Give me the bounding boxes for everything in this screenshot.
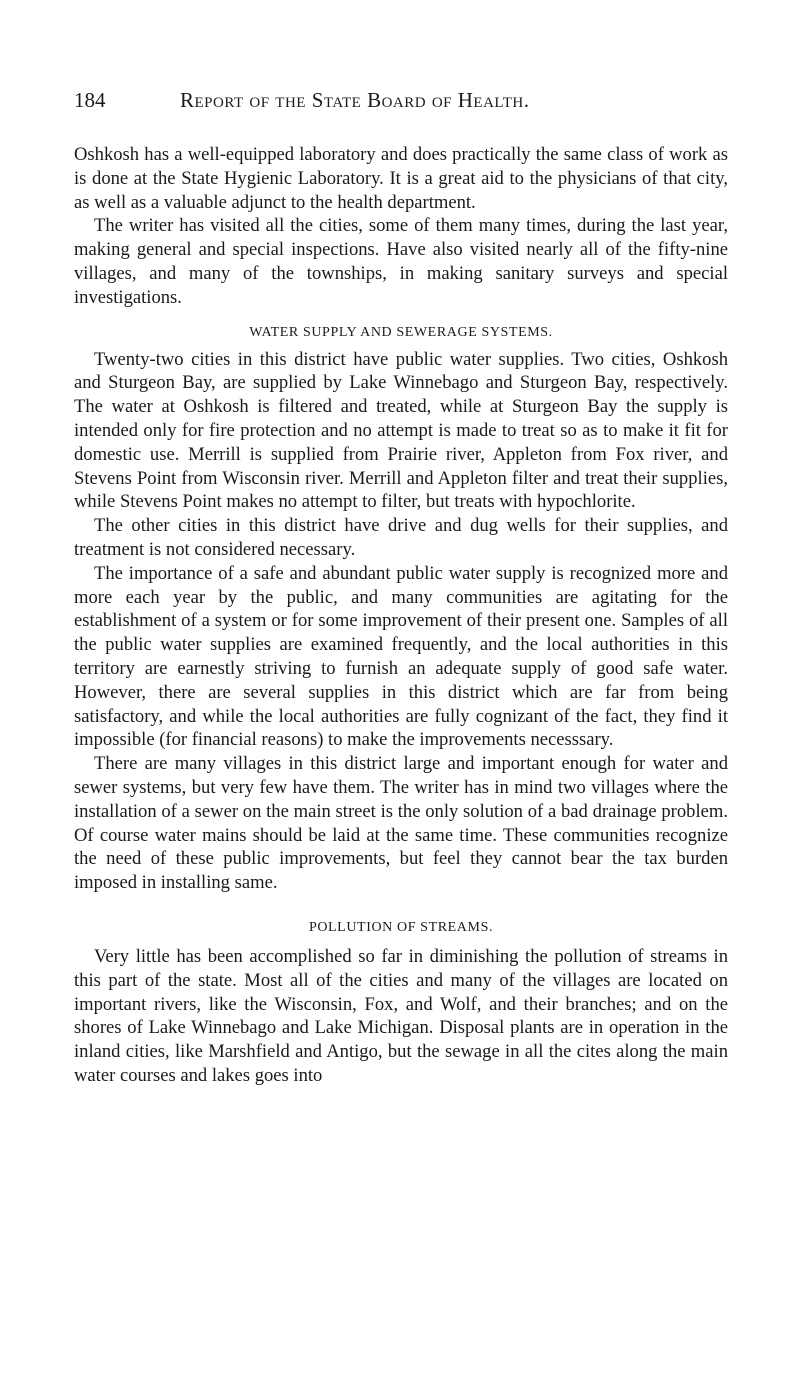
paragraph-importance: The importance of a safe and abundant public water supply is recognized more and more each year by the public, and many communities are agitating for the establishment of a system or for some improvement of their present one. Samples of all the public water supplies are examined frequently, and the local authorities in this territory are earnestly striving to furnish an adequate supply of good safe water. However, there are several supplies in this district which are far from being satisfactory, and while the local authorities are fully cognizant of the fact, they find it impossible (for financial reasons) to make the improvements necesssary. — [74, 562, 728, 751]
section-heading-pollution: POLLUTION OF STREAMS. — [308, 919, 494, 935]
section-heading-water-supply: WATER SUPPLY AND SEWERAGE SYSTEMS. — [249, 324, 553, 340]
paragraph-villages: There are many villages in this district large and important enough for water and sewer systems, but very few have them. The writer has in mind two villages where the installation of a sewer on the main street is the only solution of a bad drainage problem. Of course water mains should be laid at the same time. These communities recognize the need of these public improvements, but feel they cannot bear the tax burden imposed in installing same. — [74, 753, 728, 894]
paragraph-laboratory: Oshkosh has a well-equipped laboratory and does practically the same class of work as is done at the State Hygienic Laboratory. It is a great aid to the physicians of that city, as well as a valuable adjunct to the health department. — [74, 144, 728, 213]
paragraph-pollution: Very little has been accomplished so far in diminishing the pollution of streams in this part of the state. Most all of the cities and many of the villages are located on important rivers, like the Wisconsin, Fox, and Wolf, and their branches; and on the shores of Lake Winnebago and Lake Michigan. Disposal plants are in operation in the inland cities, like Marshfield and Antigo, but the sewage in all the cites along the main water courses and lakes goes into — [74, 945, 728, 1086]
page-number: 184 — [74, 88, 106, 112]
running-title: Report of the State Board of Health. — [180, 88, 530, 112]
paragraph-water-supplies: Twenty-two cities in this district have public water supplies. Two cities, Oshkosh and Sturgeon Bay, are supplied by Lake Winnebago and Sturgeon Bay, respectively. The water at Oshkosh is filtered and treated, while at Sturgeon Bay the supply is intended only for fire protection and no attempt is made to treat so as to make it fit for domestic use. Merrill is supplied from Prairie river, Appleton from Fox river, and Stevens Point from Wisconsin river. Merrill and Appleton filter and treat their supplies, while Stevens Point makes no attempt to filter, but treats with hypochlorite. — [74, 348, 728, 513]
page-body — [74, 143, 728, 1088]
paragraph-wells: The other cities in this district have drive and dug wells for their supplies, and treatment is not considered necessary. — [74, 515, 728, 560]
paragraph-inspections: The writer has visited all the cities, some of them many times, during the last year, making general and special inspections. Have also visited nearly all of the fifty-nine villages, and many of the townships, in making sanitary surveys and special investigations. — [74, 215, 728, 308]
